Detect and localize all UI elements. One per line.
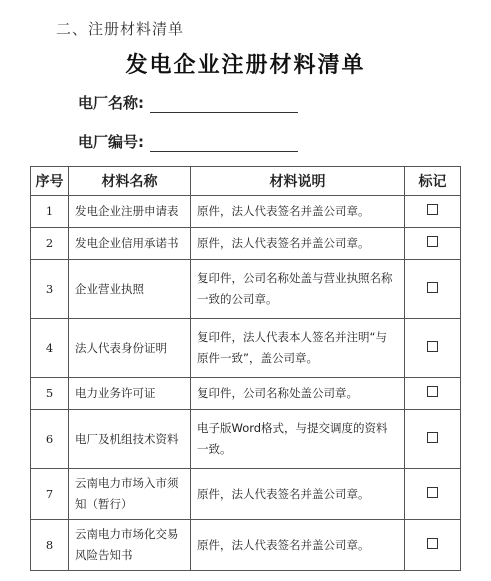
plant-name-blank[interactable] <box>150 98 298 113</box>
table-row <box>31 228 461 260</box>
row-name: 发电企业注册申请表 <box>69 196 191 228</box>
checkbox-icon[interactable] <box>427 282 438 293</box>
table-row <box>31 469 461 520</box>
row-name: 云南电力市场入市须知（暂行） <box>69 469 191 520</box>
materials-table <box>30 166 461 571</box>
row-desc: 电子版Word格式，与提交调度的资料一致。 <box>191 410 405 469</box>
table-header-row <box>31 167 461 196</box>
row-no: 8 <box>31 520 69 571</box>
row-desc: 复印件，法人代表本人签名并注明“与原件一致”，盖公司章。 <box>191 319 405 378</box>
row-no: 2 <box>31 228 69 260</box>
section-title: 二、注册材料清单 <box>56 20 185 38</box>
document-title: 发电企业注册材料清单 <box>125 52 366 78</box>
row-desc: 复印件，公司名称处盖公司章。 <box>191 378 405 410</box>
mark-checkbox[interactable] <box>405 228 461 260</box>
checkbox-icon[interactable] <box>427 432 438 443</box>
header-name: 材料名称 <box>69 167 191 196</box>
checkbox-icon[interactable] <box>427 386 438 397</box>
plant-number-field <box>78 131 298 152</box>
plant-name-field <box>78 92 298 113</box>
row-desc: 原件，法人代表签名并盖公司章。 <box>191 228 405 260</box>
row-desc: 原件，法人代表签名并盖公司章。 <box>191 520 405 571</box>
row-name: 云南电力市场化交易风险告知书 <box>69 520 191 571</box>
mark-checkbox[interactable] <box>405 319 461 378</box>
table-row <box>31 520 461 571</box>
row-desc: 复印件，公司名称处盖与营业执照名称一致的公司章。 <box>191 260 405 319</box>
header-desc: 材料说明 <box>191 167 405 196</box>
mark-checkbox[interactable] <box>405 520 461 571</box>
table-row <box>31 410 461 469</box>
checkbox-icon[interactable] <box>427 236 438 247</box>
row-no: 6 <box>31 410 69 469</box>
mark-checkbox[interactable] <box>405 378 461 410</box>
checkbox-icon[interactable] <box>427 341 438 352</box>
row-name: 电厂及机组技术资料 <box>69 410 191 469</box>
table-row <box>31 196 461 228</box>
table-row <box>31 378 461 410</box>
checkbox-icon[interactable] <box>427 204 438 215</box>
mark-checkbox[interactable] <box>405 410 461 469</box>
plant-number-label: 电厂编号: <box>78 133 144 151</box>
checkbox-icon[interactable] <box>427 538 438 549</box>
row-no: 7 <box>31 469 69 520</box>
row-no: 1 <box>31 196 69 228</box>
plant-name-label: 电厂名称: <box>78 94 144 112</box>
row-name: 法人代表身份证明 <box>69 319 191 378</box>
table-row <box>31 260 461 319</box>
row-name: 电力业务许可证 <box>69 378 191 410</box>
table-row <box>31 319 461 378</box>
row-name: 发电企业信用承诺书 <box>69 228 191 260</box>
row-no: 4 <box>31 319 69 378</box>
row-name: 企业营业执照 <box>69 260 191 319</box>
row-no: 3 <box>31 260 69 319</box>
row-no: 5 <box>31 378 69 410</box>
mark-checkbox[interactable] <box>405 196 461 228</box>
checkbox-icon[interactable] <box>427 487 438 498</box>
header-mark: 标记 <box>405 167 461 196</box>
row-desc: 原件，法人代表签名并盖公司章。 <box>191 469 405 520</box>
header-no: 序号 <box>31 167 69 196</box>
mark-checkbox[interactable] <box>405 260 461 319</box>
mark-checkbox[interactable] <box>405 469 461 520</box>
row-desc: 原件，法人代表签名并盖公司章。 <box>191 196 405 228</box>
plant-number-blank[interactable] <box>150 137 298 152</box>
